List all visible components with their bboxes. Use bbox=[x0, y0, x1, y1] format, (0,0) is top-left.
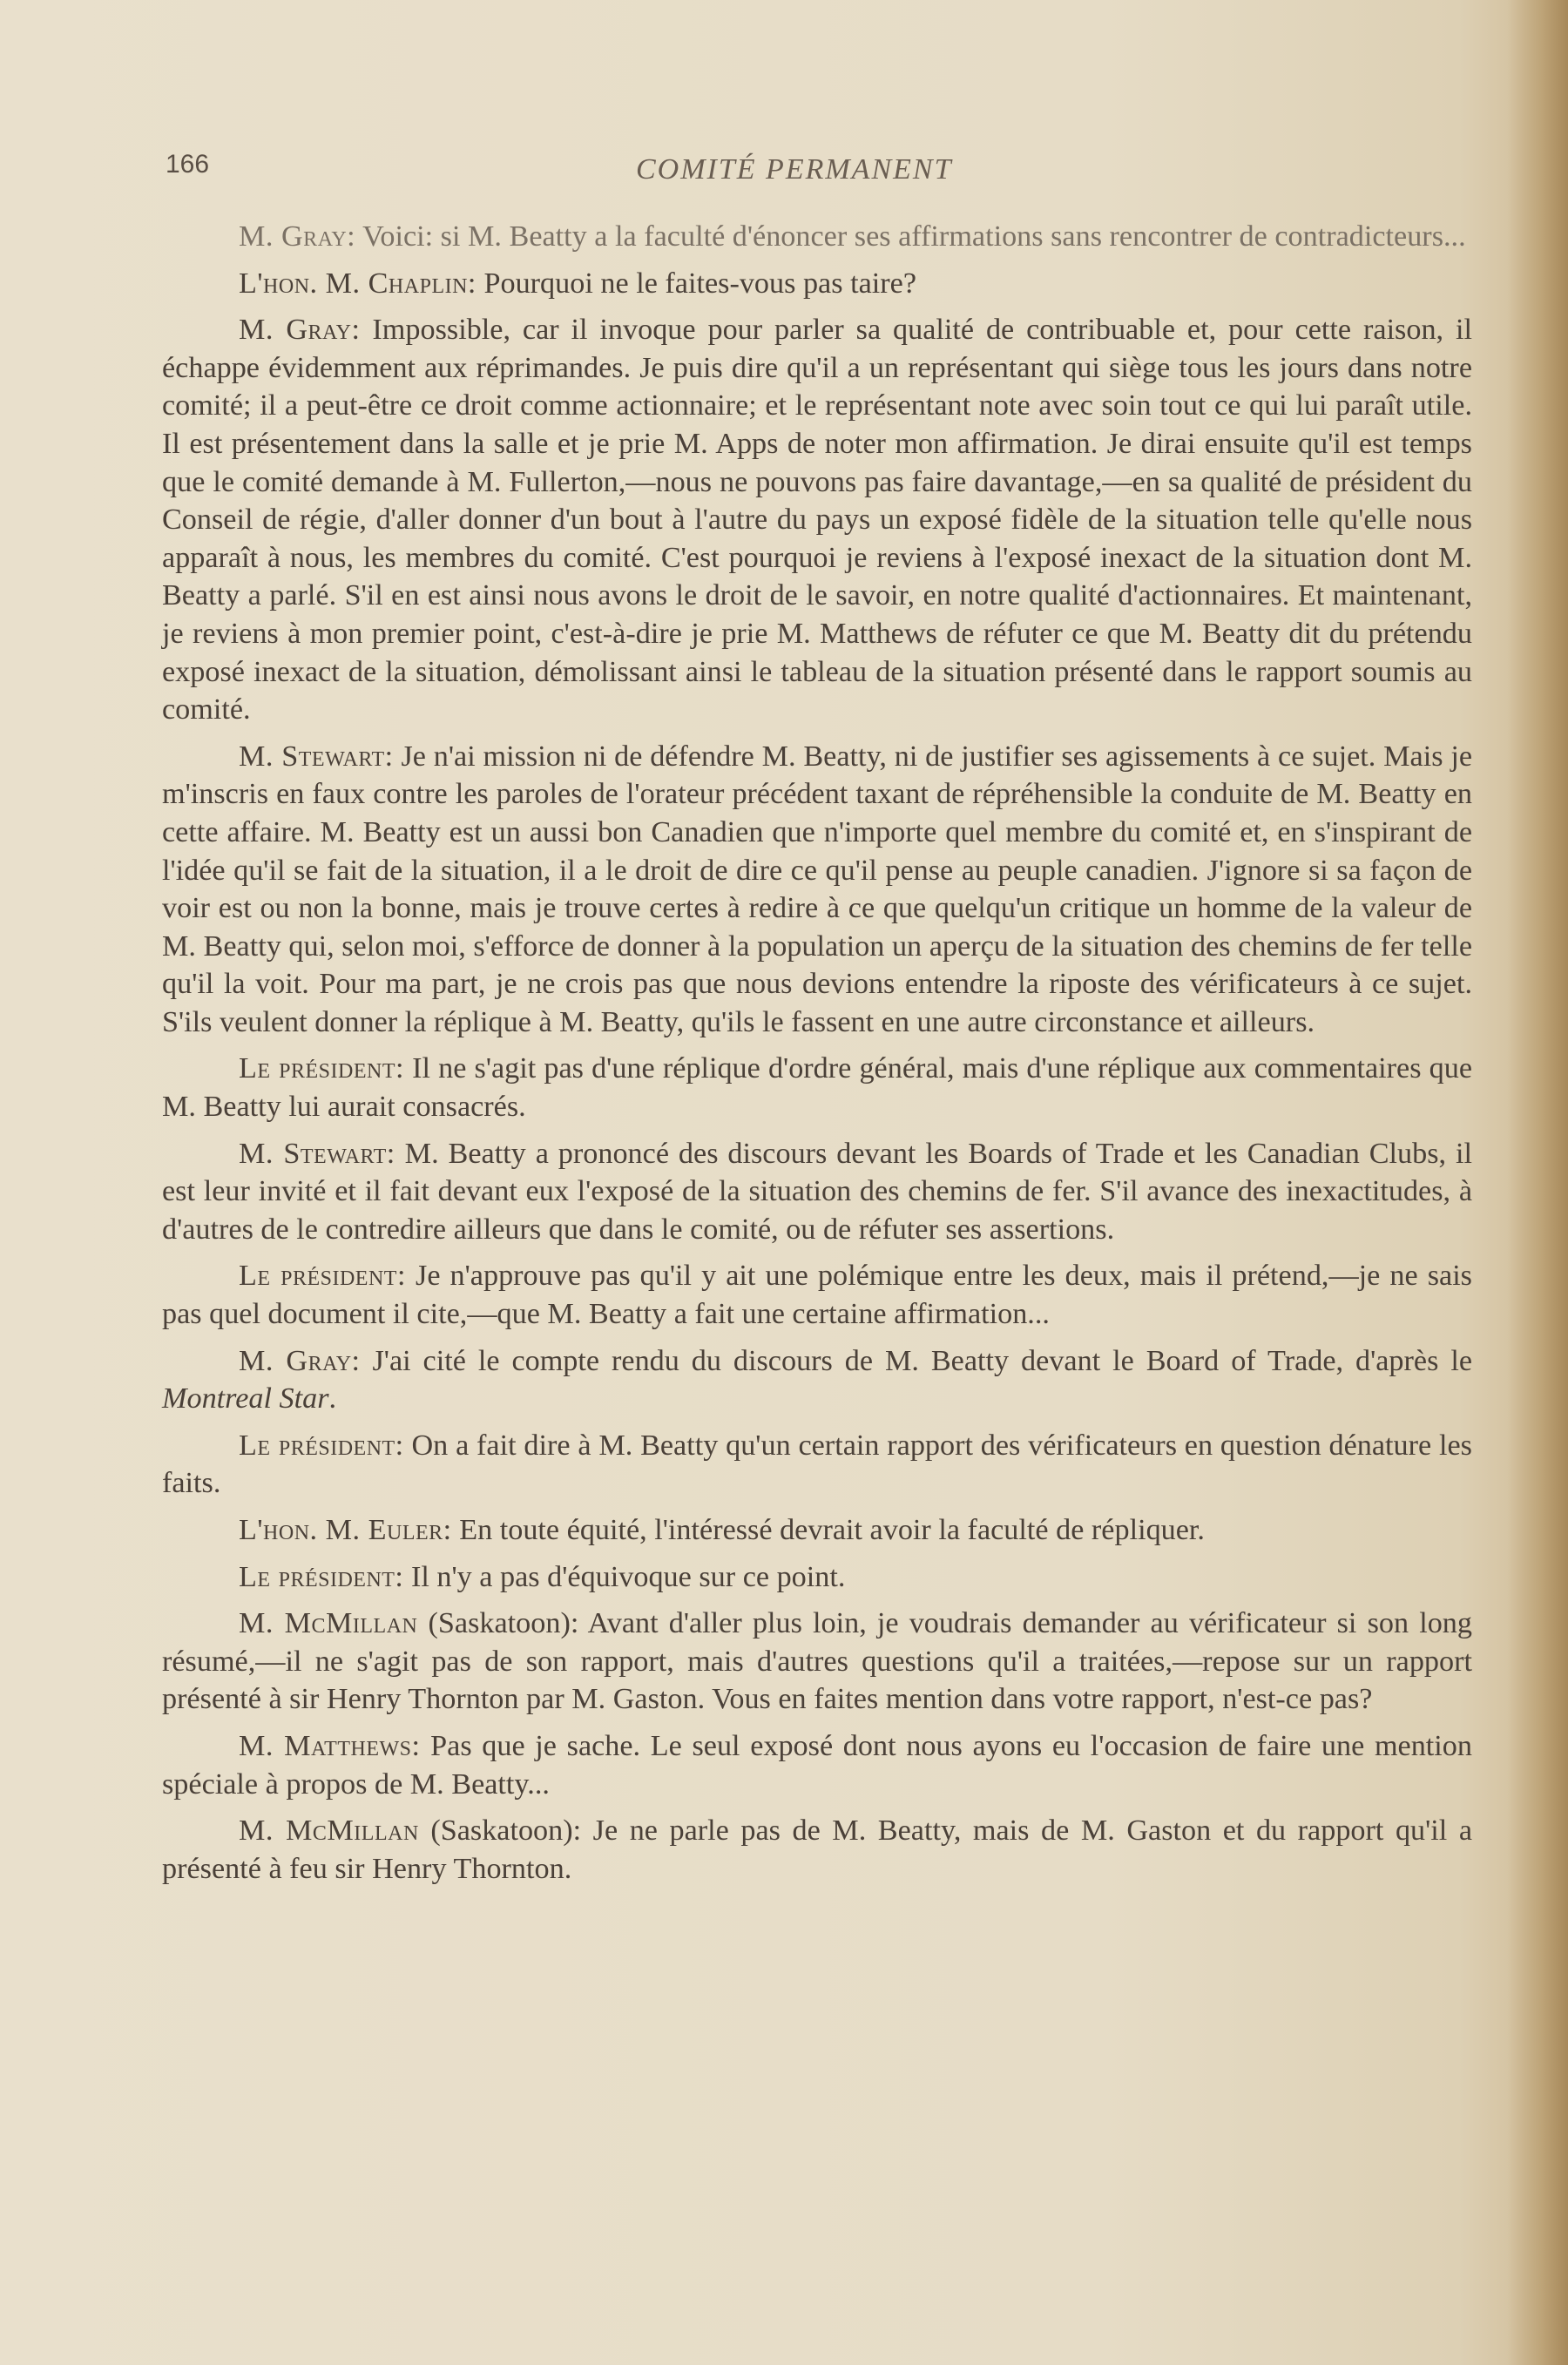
paragraph bbox=[162, 1727, 1472, 1803]
speaker-name: M. Stewart: bbox=[239, 1137, 395, 1170]
paragraph bbox=[162, 1605, 1472, 1719]
paragraph bbox=[162, 1135, 1472, 1249]
speaker-name: L'hon. M. Euler: bbox=[239, 1514, 452, 1546]
paragraph-text: Pas que je sache. Le seul exposé dont nous ayons eu l'occasion de faire une mention spéciale à propos de M. Beatty... bbox=[162, 1729, 1472, 1801]
page-number: 166 bbox=[166, 150, 210, 179]
speaker-name: M. Gray: bbox=[239, 220, 356, 253]
paragraph-text: M. Beatty a prononcé des discours devant les Boards of Trade et les Canadian Clubs, il est leur invité et il fait devant eux l'exposé de la situation des chemins de fer. S'il avance des inexactitudes, à d'autres de le contredire ailleurs que dans le comité, ou de réfuter ses assertions. bbox=[162, 1137, 1472, 1246]
paragraph-text: Il n'y a pas d'équivoque sur ce point. bbox=[403, 1560, 846, 1593]
paragraph-tail: . bbox=[328, 1382, 337, 1416]
speaker-name: Le président: bbox=[239, 1429, 404, 1462]
speaker-name: M. Gray: bbox=[239, 314, 361, 347]
speaker-name: M. McMillan bbox=[239, 1814, 419, 1848]
speaker-name: Le président: bbox=[239, 1560, 404, 1593]
paragraph bbox=[162, 311, 1472, 729]
paragraph-text: Je n'approuve pas qu'il y ait une polémique entre les deux, mais il prétend,—je ne sais pas quel document il cite,—que M. Beatty a fait une certaine affirmation... bbox=[162, 1260, 1472, 1331]
paragraph-text: (Saskatoon): Avant d'aller plus loin, je voudrais demander au vérificateur si son long résumé,—il ne s'agit pas de son rapport, mais d'autres questions qu'il a traitées,—repose sur un rapport présenté à sir Henry Thornton par M. Gaston. Vous en faites mention dans votre rapport, n'est-ce pas? bbox=[162, 1607, 1472, 1716]
paragraph bbox=[162, 265, 1472, 303]
newspaper-title: Montreal Star bbox=[162, 1382, 329, 1416]
paragraph bbox=[162, 1257, 1472, 1333]
paragraph-text: En toute équité, l'intéressé devrait avoir la faculté de répliquer. bbox=[451, 1514, 1205, 1546]
paragraph bbox=[162, 1050, 1472, 1125]
speaker-name: M. Stewart: bbox=[239, 740, 394, 773]
speaker-name: M. McMillan bbox=[239, 1607, 418, 1640]
paragraph-text: Voici: si M. Beatty a la faculté d'énoncer ses affirmations sans rencontrer de contradicteurs... bbox=[355, 220, 1466, 253]
paragraph-text: Pourquoi ne le faites-vous pas taire? bbox=[476, 267, 916, 300]
transcript-body bbox=[162, 218, 1472, 1896]
page-edge-shadow bbox=[1507, 0, 1568, 2365]
speaker-name: Le président: bbox=[239, 1052, 405, 1085]
speaker-name: M. Gray: bbox=[239, 1344, 361, 1377]
paragraph bbox=[162, 1558, 1472, 1597]
speaker-name: Le président: bbox=[239, 1260, 406, 1293]
paragraph bbox=[162, 738, 1472, 1042]
paragraph-text: (Saskatoon): Je ne parle pas de M. Beatty, mais de M. Gaston et du rapport qu'il a présenté à feu sir Henry Thornton. bbox=[162, 1814, 1473, 1885]
page-header bbox=[166, 150, 1472, 193]
speaker-name: L'hon. M. Chaplin: bbox=[239, 267, 476, 300]
paragraph bbox=[162, 1812, 1472, 1888]
paragraph bbox=[162, 1342, 1472, 1418]
paragraph-text: Il ne s'agit pas d'une réplique d'ordre général, mais d'une réplique aux commentaires que M. Beatty lui aurait consacrés. bbox=[162, 1052, 1472, 1124]
paragraph-text: On a fait dire à M. Beatty qu'un certain rapport des vérificateurs en question dénature les faits. bbox=[162, 1429, 1472, 1500]
running-head: COMITÉ PERMANENT bbox=[636, 153, 953, 186]
paragraph-text: Je n'ai mission ni de défendre M. Beatty, ni de justifier ses agissements à ce sujet. Mais je m'inscris en faux contre les paroles de l'orateur précédent taxant de répréhensible la conduite de M. Beatty en cette affaire. M. Beatty est un aussi bon Canadien que n'importe quel membre du comité et, en s'inspirant de l'idée qu'il se fait de la situation, il a le droit de dire ce qu'il pense au peuple canadien. J'ignore si sa façon de voir est ou non la bonne, mais je trouve certes à redire à ce que quelqu'un critique un homme de la valeur de M. Beatty qui, selon moi, s'efforce de donner à la population un aperçu de la situation des chemins de fer telle qu'il la voit. Pour ma part, je ne crois pas que nous devions entendre la riposte des vérificateurs à ce sujet. S'ils veulent donner la réplique à M. Beatty, qu'ils le fassent en une autre circonstance et ailleurs. bbox=[162, 740, 1472, 1038]
paragraph bbox=[162, 1511, 1472, 1550]
paragraph-text: Impossible, car il invoque pour parler sa qualité de contribuable et, pour cette raison, il échappe évidemment aux réprimandes. Je puis dire qu'il a un représentant qui siège tous les jours dans notre comité; il a peut-être ce droit comme actionnaire; et le représentant note avec soin tout ce qui lui paraît utile. Il est présentement dans la salle et je prie M. Apps de noter mon affirmation. Je dirai ensuite qu'il est temps que le comité demande à M. Fullerton,—nous ne pouvons pas faire davantage,—en sa qualité de président du Conseil de régie, d'aller donner d'un bout à l'autre du pays un exposé fidèle de la situation telle qu'elle nous apparaît à nous, les membres du comité. C'est pourquoi je reviens à l'exposé inexact de la situation dont M. Beatty a parlé. S'il en est ainsi nous avons le droit de le savoir, en notre qualité d'actionnaires. Et maintenant, je reviens à mon premier point, c'est-à-dire je prie M. Matthews de réfuter ce que M. Beatty dit du prétendu exposé inexact de la situation, démolissant ainsi le tableau de la situation présenté dans le rapport soumis au comité. bbox=[162, 314, 1472, 726]
paragraph-text: J'ai cité le compte rendu du discours de M. Beatty devant le Board of Trade, d'après le bbox=[360, 1344, 1472, 1377]
paragraph bbox=[162, 218, 1472, 256]
speaker-name: M. Matthews: bbox=[239, 1729, 421, 1762]
paragraph bbox=[162, 1427, 1472, 1503]
